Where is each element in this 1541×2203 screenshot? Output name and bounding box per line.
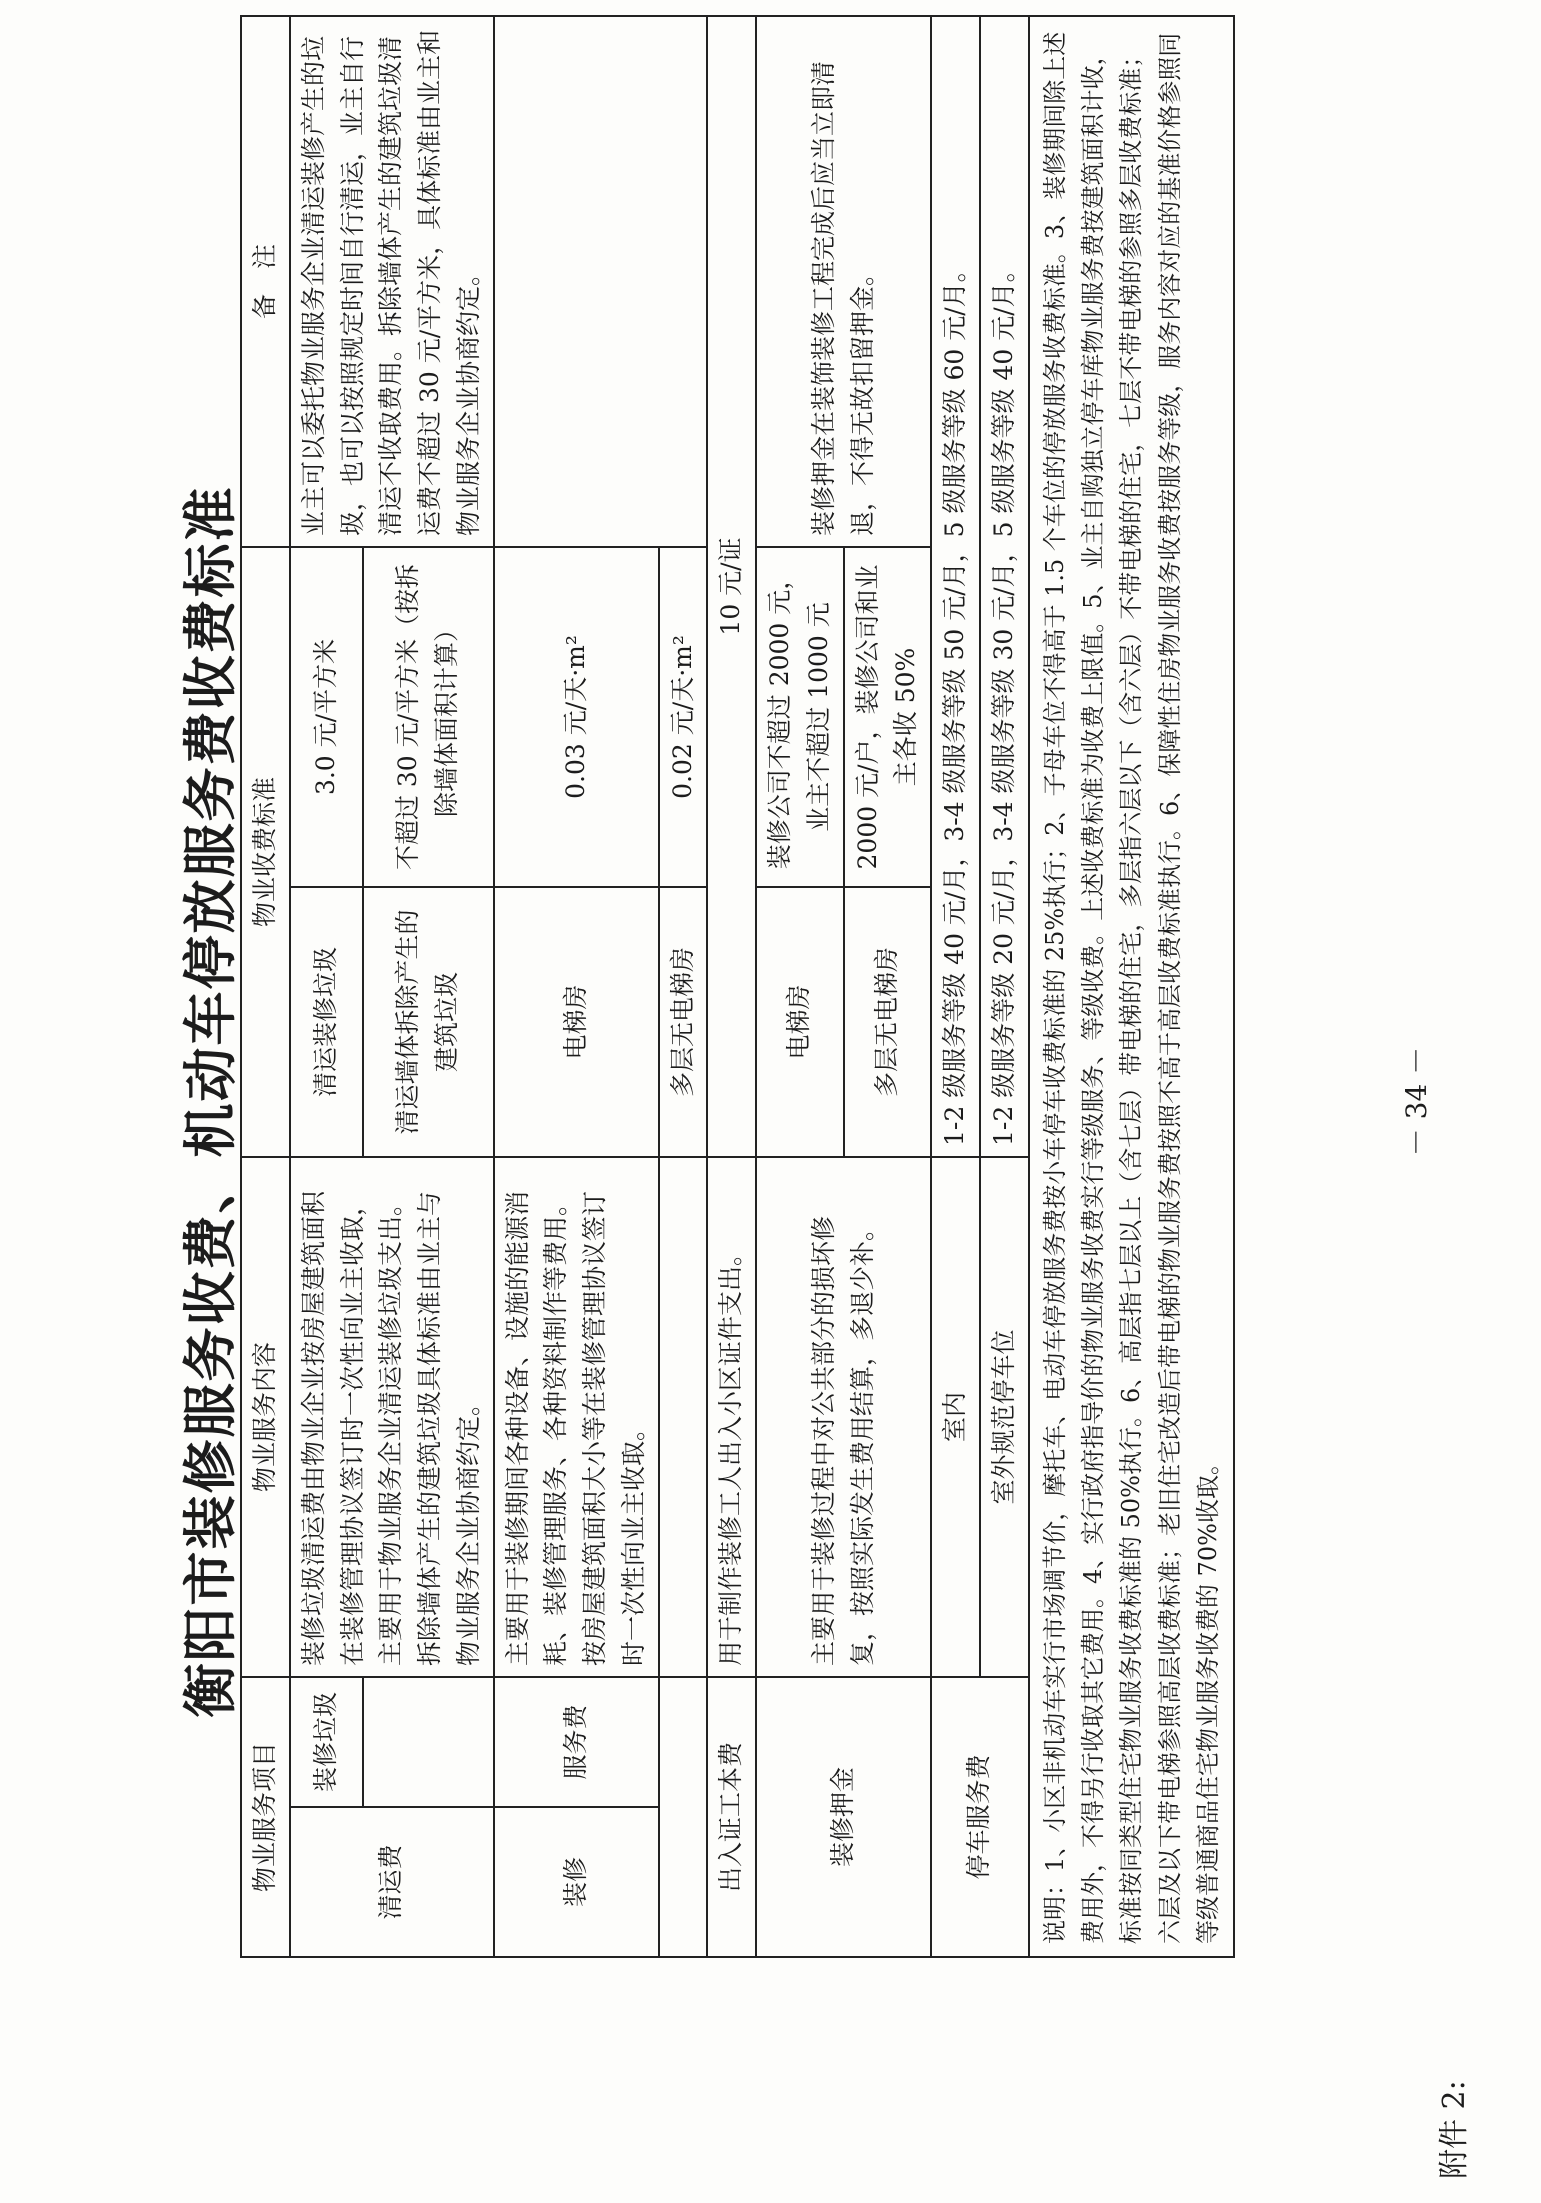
cell-standard: 2000 元/户，装修公司和业主各收 50%: [844, 547, 932, 887]
cell-content: 装修垃圾清运费由物业企业按房屋建筑面积在装修管理协议签订时一次性向业主收取，主要用于物业服务企业清运装修垃圾支出。拆除墙体产生的建筑垃圾具体标准由业主与物业服务企业协商约定。: [290, 1157, 494, 1677]
cell-type: 电梯房: [494, 887, 659, 1157]
cell-standard: 1-2 级服务等级 20 元/月，3-4 级服务等级 30 元/月，5 级服务等级 40 元/月。: [980, 16, 1029, 1157]
cell-type: 电梯房: [756, 887, 844, 1157]
cell-type: 多层无电梯房: [659, 887, 708, 1157]
cell-subitem: 室外规范停车位: [980, 1157, 1029, 1677]
cell-subitem: 室内: [931, 1157, 980, 1677]
cell-remark: 业主可以委托物业服务企业清运装修产生的垃圾，也可以按照规定时间自行清运，业主自行清运不收取费用。拆除墙体产生的建筑垃圾清运费不超过 30 元/平方米，具体标准由业主和物业服务企业协商约定。: [290, 16, 494, 547]
table-row: [707, 16, 756, 1957]
cell-standard: 装修公司不超过 2000 元，业主不超过 1000 元: [756, 547, 844, 887]
table-header-row: [241, 16, 290, 1957]
cell-item: [659, 1677, 708, 1957]
cell-standard: 3.0 元/平方米: [290, 547, 363, 887]
table-row: [494, 16, 659, 1957]
cell-standard: 10 元/证: [707, 16, 756, 1157]
cell-content: [659, 1157, 708, 1677]
table-row: [980, 16, 1029, 1957]
cell-content: 主要用于装修期间各种设备、设施的能源消耗、装修管理服务、各种资料制作等费用。按房屋建筑面积大小等在装修管理协议签订时一次性向业主收取。: [494, 1157, 659, 1677]
cell-content: 主要用于装修过程中对公共部分的损坏修复，按照实际发生费用结算，多退少补。: [756, 1157, 931, 1677]
note-text: 说明：1、小区非机动车实行市场调节价，摩托车、电动车停放服务费按小车停车收费标准的 25%执行；2、子母车位不得高于 1.5 个车位的停放服务收费标准。3、装修期间除上述费用外，不得另行收取其它费用。4、实行政府指导价的物业服务收费实行等级服务、等级收费。上述收费标准为收费上限值。5、业主自购独立停车库物业服务费按建筑面积计收，标准按同类型住宅物业服务收费标准的 50%执行。6、高层指七层以上（含七层）带电梯的住宅，多层指六层以下（含六层）不带电梯的住宅，七层不带电梯的参照多层收费标准；六层及以下带电梯参照高层收费标准；老旧住宅改造后带电梯的物业服务费按照不高于高层收费标准执行。6、保障性住房物业服务收费按服务等级，服务内容对应的基准价格参照同等级普通商品住宅物业服务收费的 70%收取。: [1029, 16, 1235, 1957]
attachment-label: 附件 2:: [1437, 2080, 1472, 2179]
cell-item: 装修押金: [756, 1677, 931, 1957]
cell-remark: [494, 16, 708, 547]
note-row: [1029, 16, 1235, 1957]
cell-standard: 1-2 级服务等级 40 元/月，3-4 级服务等级 50 元/月，5 级服务等级 60 元/月。: [931, 16, 980, 1157]
table-row: [290, 16, 363, 1957]
cell-type: 多层无电梯房: [844, 887, 932, 1157]
cell-standard: 0.02 元/天·m²: [659, 547, 708, 887]
cell-subitem: 装修垃圾: [290, 1677, 363, 1807]
header-item: 物业服务项目: [241, 1677, 290, 1957]
cell-item: 装修: [494, 1807, 659, 1957]
cell-standard: 不超过 30 元/平方米（按拆除墙体面积计算）: [363, 547, 494, 887]
page-title: 衡阳市装修服务收费、机动车停放服务费收费标准: [178, 485, 242, 1718]
cell-item: 停车服务费: [931, 1677, 1029, 1957]
cell-content: 用于制作装修工人出入小区证件支出。: [707, 1157, 756, 1677]
header-remark: 备 注: [241, 16, 290, 547]
cell-type: 清运墙体拆除产生的建筑垃圾: [363, 887, 494, 1157]
header-standard: 物业收费标准: [241, 547, 290, 1157]
cell-item: 出入证工本费: [707, 1677, 756, 1957]
fee-table: [240, 15, 1235, 1958]
cell-subitem: [363, 1677, 494, 1807]
cell-remark: 装修押金在装饰装修工程完成后应当立即清退，不得无故扣留押金。: [756, 16, 931, 547]
cell-type: 清运装修垃圾: [290, 887, 363, 1157]
header-content: 物业服务内容: [241, 1157, 290, 1677]
table-row: [756, 16, 844, 1957]
page-number: － 34 －: [1400, 1046, 1433, 1157]
table-row: [931, 16, 980, 1957]
cell-item: 清运费: [290, 1807, 494, 1957]
cell-subitem: 服务费: [494, 1677, 659, 1807]
cell-standard: 0.03 元/天·m²: [494, 547, 659, 887]
